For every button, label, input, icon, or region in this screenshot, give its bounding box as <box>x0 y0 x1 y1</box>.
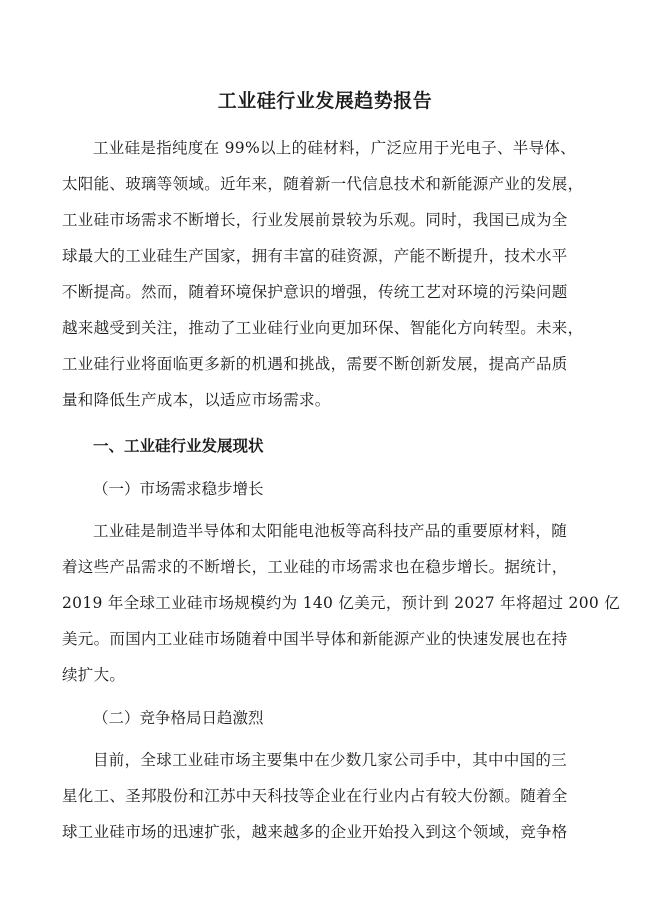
paragraph-line: 球工业硅市场的迅速扩张，越来越多的企业开始投入到这个领域，竞争格 <box>62 823 568 841</box>
paragraph-line: 工业硅是制造半导体和太阳能电池板等高科技产品的重要原材料，随 <box>93 522 568 540</box>
paragraph-line: 目前，全球工业硅市场主要集中在少数几家公司手中，其中中国的三 <box>93 751 568 769</box>
paragraph-line: 着这些产品需求的不断增长，工业硅的市场需求也在稳步增长。据统计， <box>62 558 568 576</box>
subsection-heading: （二）竞争格局日趋激烈 <box>93 709 264 727</box>
paragraph-line: 星化工、圣邦股份和江苏中天科技等企业在行业内占有较大份额。随着全 <box>62 787 568 805</box>
intro-line: 不断提高。然而，随着环境保护意识的增强，传统工艺对环境的污染问题 <box>62 283 568 301</box>
intro-line: 工业硅行业将面临更多新的机遇和挑战，需要不断创新发展，提高产品质 <box>62 355 568 373</box>
section-heading: 一、工业硅行业发展现状 <box>93 437 264 455</box>
paragraph-line: 续扩大。 <box>62 666 126 684</box>
intro-line: 越来越受到关注，推动了工业硅行业向更加环保、智能化方向转型。未来， <box>62 319 584 337</box>
subsection-heading: （一）市场需求稳步增长 <box>93 480 264 498</box>
intro-line: 球最大的工业硅生产国家，拥有丰富的硅资源，产能不断提升，技术水平 <box>62 247 568 265</box>
intro-line: 量和降低生产成本，以适应市场需求。 <box>62 391 331 409</box>
paragraph-line: 美元。而国内工业硅市场随着中国半导体和新能源产业的快速发展也在持 <box>62 630 568 648</box>
document-title: 工业硅行业发展趋势报告 <box>217 90 433 112</box>
intro-line: 太阳能、玻璃等领域。近年来，随着新一代信息技术和新能源产业的发展， <box>62 175 584 193</box>
intro-line: 工业硅市场需求不断增长，行业发展前景较为乐观。同时，我国已成为全 <box>62 211 568 229</box>
paragraph-line: 2019 年全球工业硅市场规模约为 140 亿美元，预计到 2027 年将超过 200 亿 <box>62 594 621 612</box>
intro-line: 工业硅是指纯度在 99%以上的硅材料，广泛应用于光电子、半导体、 <box>93 139 576 157</box>
